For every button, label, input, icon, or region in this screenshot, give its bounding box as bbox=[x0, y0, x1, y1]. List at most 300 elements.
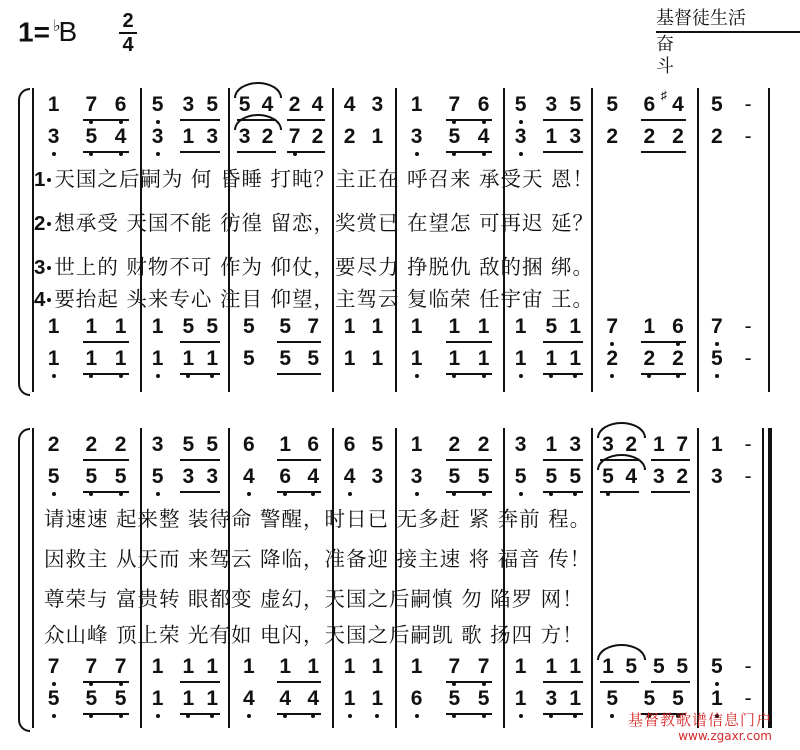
note-digit: 5 bbox=[85, 687, 98, 710]
note bbox=[476, 654, 492, 680]
note-digit: 3 bbox=[569, 433, 581, 456]
note bbox=[446, 686, 462, 712]
note-digit: 1 bbox=[371, 687, 384, 710]
final-barline bbox=[768, 428, 772, 728]
note-digit: 1 bbox=[279, 433, 292, 456]
note bbox=[567, 314, 583, 340]
note-digit: 3 bbox=[206, 465, 218, 488]
note-digit: 5 bbox=[711, 347, 723, 370]
note-digit: 5 bbox=[182, 315, 195, 338]
note bbox=[277, 686, 293, 712]
note-digit: 6 bbox=[307, 433, 320, 456]
note bbox=[241, 432, 257, 458]
note-digit: 4 bbox=[343, 465, 356, 488]
note-digit: 1 bbox=[85, 347, 98, 370]
note bbox=[342, 654, 358, 680]
note-digit: 6 bbox=[672, 315, 684, 338]
note-digit: 1 bbox=[569, 655, 581, 678]
note-digit: 1 bbox=[182, 687, 195, 710]
score-system-2 bbox=[0, 420, 800, 735]
note bbox=[342, 464, 358, 490]
note bbox=[409, 92, 425, 118]
note-digit: 2 bbox=[288, 93, 301, 116]
note-digit: 3 bbox=[182, 93, 195, 116]
lyric-text: 众山峰 顶上荣 光有如 电闪，天国之后嗣凯 歌 扬四 方！ bbox=[44, 623, 584, 647]
tie-dash bbox=[740, 124, 756, 150]
note bbox=[641, 346, 657, 372]
octave-dot-low bbox=[52, 492, 56, 496]
note bbox=[567, 432, 583, 458]
note-digit: 1 bbox=[114, 347, 127, 370]
note bbox=[709, 686, 725, 712]
eighth-beam bbox=[446, 459, 491, 461]
note bbox=[204, 432, 220, 458]
note-digit: 1 bbox=[545, 347, 558, 370]
note-digit: 3 bbox=[652, 465, 665, 488]
note-digit: 1 bbox=[545, 125, 558, 148]
watermark-site-name: 基督教歌谱信息门户 bbox=[627, 711, 772, 729]
eighth-beam bbox=[543, 713, 583, 715]
note-digit: - bbox=[744, 315, 752, 338]
note-digit: 1 bbox=[242, 655, 255, 678]
lyric-line-1 bbox=[44, 504, 591, 534]
octave-dot-low bbox=[519, 152, 523, 156]
note-digit: 6 bbox=[343, 433, 356, 456]
watermark-site-url: www.zgaxr.com bbox=[678, 729, 772, 743]
eighth-beam bbox=[641, 151, 686, 153]
note bbox=[476, 464, 492, 490]
note bbox=[674, 654, 690, 680]
note-digit: 2 bbox=[343, 125, 356, 148]
eighth-beam bbox=[446, 341, 491, 343]
note-digit: 1 bbox=[343, 347, 356, 370]
note bbox=[409, 346, 425, 372]
note-digit: 1 bbox=[343, 655, 356, 678]
eighth-beam bbox=[83, 681, 128, 683]
note bbox=[342, 124, 358, 150]
note-digit: 5 bbox=[477, 465, 490, 488]
note-digit: 3 bbox=[151, 433, 164, 456]
eighth-beam bbox=[277, 713, 321, 715]
octave-dot-low bbox=[415, 152, 419, 156]
eighth-beam bbox=[180, 713, 220, 715]
note bbox=[277, 314, 293, 340]
note-digit: 3 bbox=[545, 687, 558, 710]
note bbox=[305, 314, 321, 340]
note bbox=[342, 92, 358, 118]
note bbox=[241, 314, 257, 340]
note bbox=[83, 346, 99, 372]
note-digit: 1 bbox=[477, 347, 490, 370]
note bbox=[204, 314, 220, 340]
note-digit: 4 bbox=[343, 93, 356, 116]
note bbox=[543, 654, 559, 680]
note-digit: 1 bbox=[602, 655, 614, 678]
voice-part-2 bbox=[0, 464, 760, 494]
lyric-text: 想承受 天国不能 彷徨 留恋，奖赏已 在望怎 可再迟 延？ bbox=[54, 211, 595, 235]
note bbox=[567, 346, 583, 372]
final-barline bbox=[768, 88, 770, 392]
note bbox=[369, 432, 385, 458]
note bbox=[180, 464, 196, 490]
note bbox=[305, 464, 321, 490]
octave-dot-low bbox=[715, 374, 719, 378]
note bbox=[513, 92, 529, 118]
note-digit: 5 bbox=[545, 315, 558, 338]
eighth-beam bbox=[446, 151, 491, 153]
score-system-1 bbox=[0, 80, 800, 400]
note bbox=[204, 686, 220, 712]
note bbox=[277, 432, 293, 458]
eighth-beam bbox=[651, 491, 690, 493]
note-digit: 7 bbox=[448, 93, 461, 116]
note-digit: 2 bbox=[114, 433, 127, 456]
eighth-beam bbox=[446, 713, 491, 715]
note-digit: 1 bbox=[343, 687, 356, 710]
note bbox=[204, 654, 220, 680]
eighth-beam bbox=[277, 491, 321, 493]
note bbox=[241, 346, 257, 372]
note-digit: 6 bbox=[477, 93, 490, 116]
note-digit: 5 bbox=[625, 655, 638, 678]
note-digit: 1 bbox=[410, 93, 423, 116]
note-digit: 4 bbox=[477, 125, 490, 148]
note-digit: 1 bbox=[545, 433, 558, 456]
octave-dot-low bbox=[156, 492, 160, 496]
note bbox=[150, 346, 166, 372]
note bbox=[113, 124, 129, 150]
voice-part-1 bbox=[0, 88, 760, 122]
eighth-beam bbox=[180, 341, 220, 343]
note bbox=[204, 346, 220, 372]
note bbox=[369, 124, 385, 150]
note-digit: 5 bbox=[85, 125, 98, 148]
verse-number: 3 bbox=[34, 256, 47, 279]
note-digit: 3 bbox=[47, 125, 60, 148]
key-prefix: 1= bbox=[18, 16, 50, 48]
sharp-sign: ♯ bbox=[660, 88, 667, 102]
lyric-line-4 bbox=[34, 284, 594, 314]
note bbox=[641, 124, 657, 150]
note-digit: 2 bbox=[311, 125, 324, 148]
lyric-text: 请速速 起来整 装待命 警醒，时日已 无多赶 紧 奔前 程。 bbox=[44, 507, 592, 531]
note-digit: 1 bbox=[545, 655, 558, 678]
note bbox=[709, 314, 725, 340]
slur bbox=[597, 422, 646, 438]
note bbox=[150, 464, 166, 490]
note bbox=[476, 346, 492, 372]
note-digit: 1 bbox=[514, 687, 527, 710]
note bbox=[150, 686, 166, 712]
note bbox=[446, 654, 462, 680]
note-digit: 2 bbox=[261, 125, 274, 148]
note bbox=[241, 686, 257, 712]
note bbox=[604, 92, 620, 118]
note bbox=[113, 314, 129, 340]
tie-dash bbox=[740, 92, 756, 118]
octave-dot-low bbox=[610, 714, 614, 718]
note bbox=[180, 686, 196, 712]
note-digit: 1 bbox=[514, 655, 527, 678]
note bbox=[309, 124, 325, 150]
note-digit: 3 bbox=[514, 125, 527, 148]
flat-sign: ♭ bbox=[52, 18, 61, 35]
note-digit: 7 bbox=[676, 433, 688, 456]
note-digit: 5 bbox=[206, 433, 218, 456]
note bbox=[83, 654, 99, 680]
note-digit: 6 bbox=[279, 465, 292, 488]
eighth-beam bbox=[180, 151, 220, 153]
note-digit: 1 bbox=[711, 687, 723, 710]
meter-bottom: 4 bbox=[122, 34, 134, 56]
tie-dash bbox=[740, 654, 756, 680]
key-name: B bbox=[58, 16, 78, 48]
eighth-beam bbox=[287, 151, 326, 153]
note-digit: 1 bbox=[569, 347, 581, 370]
note-digit: 5 bbox=[151, 465, 164, 488]
note-digit: 6 bbox=[643, 93, 656, 116]
note bbox=[446, 464, 462, 490]
lyric-line-3 bbox=[34, 252, 594, 282]
note-digit: 1 bbox=[371, 315, 384, 338]
note-digit: 1 bbox=[477, 315, 490, 338]
note bbox=[709, 346, 725, 372]
eighth-beam bbox=[83, 119, 128, 121]
voice-part-3 bbox=[0, 314, 760, 344]
note bbox=[651, 654, 667, 680]
note-digit: 7 bbox=[307, 315, 320, 338]
note bbox=[180, 654, 196, 680]
note bbox=[342, 432, 358, 458]
note-digit: 1 bbox=[448, 315, 461, 338]
note bbox=[513, 314, 529, 340]
eighth-beam bbox=[83, 341, 128, 343]
note bbox=[113, 686, 129, 712]
octave-dot-low bbox=[156, 714, 160, 718]
note-digit: 2 bbox=[448, 433, 461, 456]
note bbox=[409, 124, 425, 150]
note bbox=[180, 314, 196, 340]
note-digit: 2 bbox=[672, 347, 684, 370]
note bbox=[305, 654, 321, 680]
note-digit: 4 bbox=[307, 465, 320, 488]
eighth-beam bbox=[600, 491, 639, 493]
note-digit: 7 bbox=[85, 93, 98, 116]
note-digit: 3 bbox=[569, 125, 581, 148]
note bbox=[46, 432, 62, 458]
note bbox=[670, 686, 686, 712]
note-digit: 3 bbox=[182, 465, 195, 488]
verse-number: 4 bbox=[34, 288, 47, 311]
note bbox=[369, 686, 385, 712]
note bbox=[241, 654, 257, 680]
note bbox=[543, 464, 559, 490]
eighth-beam bbox=[180, 491, 220, 493]
lyric-line-1 bbox=[34, 164, 594, 194]
note-digit: 5 bbox=[514, 93, 527, 116]
note-digit: 2 bbox=[625, 433, 638, 456]
lyric-text: 尊荣与 富贵转 眼都变 虚幻，天国之后嗣慎 勿 陷罗 网！ bbox=[44, 587, 584, 611]
note-digit: - bbox=[744, 465, 752, 488]
verse-number: 2 bbox=[34, 212, 47, 235]
note-digit: 1 bbox=[711, 433, 723, 456]
eighth-beam bbox=[83, 151, 128, 153]
note bbox=[651, 464, 667, 490]
note bbox=[543, 346, 559, 372]
note bbox=[604, 346, 620, 372]
note bbox=[641, 92, 657, 118]
note-digit: 5 bbox=[602, 465, 614, 488]
note-digit: 3 bbox=[514, 433, 527, 456]
note-digit: 3 bbox=[602, 433, 614, 456]
note-digit: 3 bbox=[371, 93, 384, 116]
slur bbox=[234, 82, 282, 98]
time-signature bbox=[118, 10, 138, 56]
eighth-beam bbox=[543, 341, 583, 343]
note-digit: 2 bbox=[47, 433, 60, 456]
note bbox=[83, 686, 99, 712]
octave-dot-low bbox=[415, 714, 419, 718]
note-digit: 5 bbox=[448, 687, 461, 710]
note-digit: 3 bbox=[545, 93, 558, 116]
eighth-beam bbox=[180, 459, 220, 461]
note bbox=[670, 124, 686, 150]
note bbox=[476, 686, 492, 712]
final-barline-thin bbox=[762, 428, 764, 728]
note bbox=[113, 464, 129, 490]
note-digit: 1 bbox=[307, 655, 320, 678]
note-digit: 5 bbox=[242, 347, 255, 370]
note bbox=[476, 432, 492, 458]
note bbox=[567, 124, 583, 150]
note-digit: 3 bbox=[238, 125, 251, 148]
octave-dot-low bbox=[52, 714, 56, 718]
note bbox=[476, 92, 492, 118]
note-digit: 5 bbox=[242, 315, 255, 338]
note bbox=[150, 314, 166, 340]
tie-dash bbox=[740, 432, 756, 458]
note bbox=[409, 686, 425, 712]
note-digit: 7 bbox=[606, 315, 619, 338]
note bbox=[83, 314, 99, 340]
note bbox=[342, 314, 358, 340]
eighth-beam bbox=[277, 373, 321, 375]
eighth-beam bbox=[543, 459, 583, 461]
key-signature bbox=[18, 16, 77, 48]
note bbox=[277, 346, 293, 372]
note bbox=[446, 432, 462, 458]
note-digit: 1 bbox=[47, 315, 60, 338]
note bbox=[674, 432, 690, 458]
note bbox=[543, 124, 559, 150]
eighth-beam bbox=[446, 373, 491, 375]
note bbox=[305, 346, 321, 372]
note-digit: 1 bbox=[151, 315, 164, 338]
note-digit: 1 bbox=[371, 347, 384, 370]
note-digit: 5 bbox=[569, 93, 581, 116]
note-digit: 5 bbox=[47, 687, 60, 710]
voice-part-2 bbox=[0, 124, 760, 154]
note-digit: 7 bbox=[114, 655, 127, 678]
note-digit: 3 bbox=[371, 465, 384, 488]
note-digit: 1 bbox=[151, 347, 164, 370]
eighth-beam bbox=[641, 341, 686, 343]
note bbox=[369, 314, 385, 340]
note bbox=[113, 432, 129, 458]
note bbox=[46, 346, 62, 372]
note bbox=[369, 464, 385, 490]
note-digit: 5 bbox=[206, 315, 218, 338]
note-digit: 4 bbox=[625, 465, 638, 488]
note-digit: 1 bbox=[371, 655, 384, 678]
note bbox=[513, 346, 529, 372]
octave-dot-low bbox=[610, 374, 614, 378]
note-digit: 5 bbox=[606, 687, 619, 710]
note-digit: 1 bbox=[514, 315, 527, 338]
note-digit: 3 bbox=[711, 465, 723, 488]
note bbox=[604, 314, 620, 340]
note bbox=[567, 686, 583, 712]
note bbox=[150, 124, 166, 150]
lyric-line-4 bbox=[44, 620, 584, 650]
note bbox=[277, 464, 293, 490]
note-digit: 1 bbox=[410, 433, 423, 456]
site-watermark bbox=[628, 712, 772, 744]
octave-dot-low bbox=[247, 714, 251, 718]
note-digit: 5 bbox=[711, 655, 723, 678]
note bbox=[180, 92, 196, 118]
note-digit: 5 bbox=[643, 687, 656, 710]
eighth-beam bbox=[446, 491, 491, 493]
note-digit: 1 bbox=[182, 655, 195, 678]
note bbox=[150, 654, 166, 680]
note-digit: 1 bbox=[410, 655, 423, 678]
tie-dash bbox=[740, 346, 756, 372]
note-digit: 5 bbox=[711, 93, 723, 116]
note bbox=[543, 432, 559, 458]
note-digit: 5 bbox=[448, 125, 461, 148]
note-digit: 7 bbox=[288, 125, 301, 148]
verse-dot bbox=[47, 266, 51, 270]
note-digit: 2 bbox=[477, 433, 490, 456]
note bbox=[46, 92, 62, 118]
note-digit: - bbox=[744, 433, 752, 456]
lyric-line-3 bbox=[44, 584, 584, 614]
note-digit: 5 bbox=[514, 465, 527, 488]
note-digit: 6 bbox=[410, 687, 423, 710]
octave-dot-low bbox=[375, 714, 379, 718]
note-digit: 4 bbox=[279, 687, 292, 710]
note-digit: 1 bbox=[151, 687, 164, 710]
note-digit: - bbox=[744, 687, 752, 710]
eighth-beam bbox=[651, 681, 690, 683]
octave-dot-low bbox=[519, 492, 523, 496]
credits bbox=[656, 8, 800, 78]
slur bbox=[597, 644, 646, 660]
note bbox=[709, 654, 725, 680]
note bbox=[651, 432, 667, 458]
eighth-beam bbox=[446, 119, 491, 121]
lyric-text: 世上的 财物不可 作为 仰仗，要尽力 挣脱仇 敌的捆 绑。 bbox=[54, 255, 595, 279]
note-digit: 5 bbox=[85, 465, 98, 488]
lyric-text: 因救主 从天而 来驾云 降临，准备迎 接主速 将 福音 传！ bbox=[44, 547, 592, 571]
note bbox=[342, 346, 358, 372]
note-digit: 5 bbox=[371, 433, 384, 456]
note bbox=[150, 432, 166, 458]
verse-dot bbox=[47, 222, 51, 226]
note-digit: 1 bbox=[643, 315, 656, 338]
note-digit: 4 bbox=[242, 465, 255, 488]
